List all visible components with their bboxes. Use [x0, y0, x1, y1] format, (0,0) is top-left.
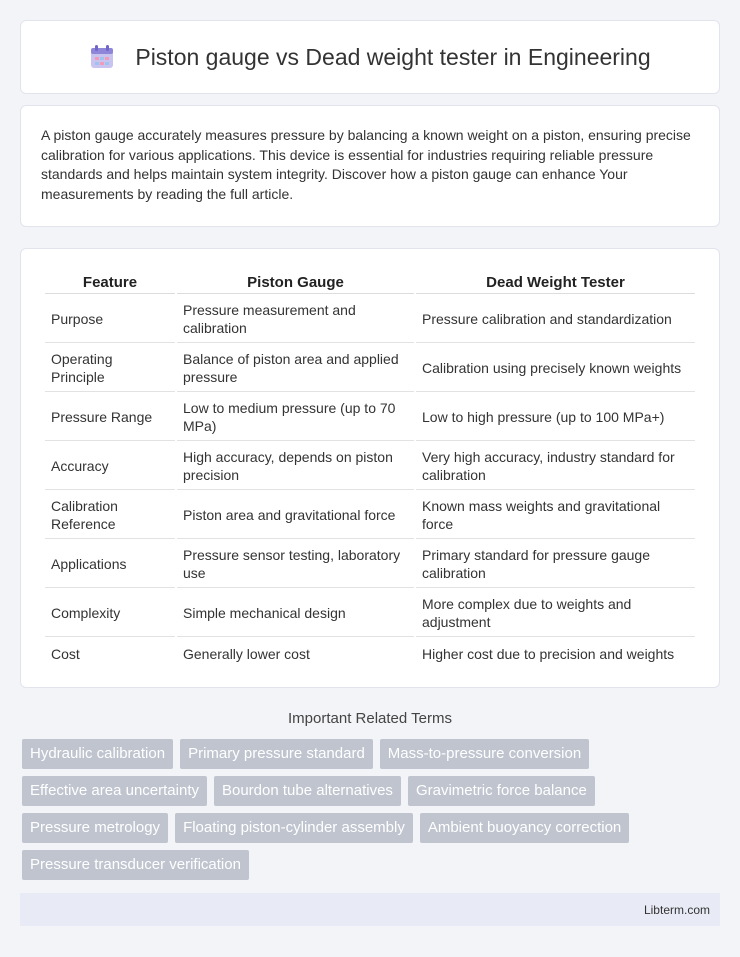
- table-cell: Piston area and gravitational force: [177, 492, 414, 539]
- table-header-row: [45, 271, 695, 294]
- table-cell: Primary standard for pressure gauge calibration: [416, 541, 695, 588]
- table-cell: Low to medium pressure (up to 70 MPa): [177, 394, 414, 441]
- comparison-table: [43, 269, 697, 671]
- table-cell: Cost: [51, 646, 80, 662]
- related-term-tag[interactable]: Ambient buoyancy correction: [420, 813, 629, 843]
- table-cell: More complex due to weights and adjustment: [416, 590, 695, 637]
- intro-section: [20, 105, 720, 227]
- column-header-piston-gauge: Piston Gauge: [177, 271, 414, 294]
- related-term-tag[interactable]: Mass-to-pressure conversion: [380, 739, 589, 769]
- table-cell: Higher cost due to precision and weights: [422, 646, 675, 662]
- table-row: [45, 541, 695, 588]
- table-row: [45, 639, 695, 669]
- column-header-dead-weight-tester: Dead Weight Tester: [416, 271, 695, 294]
- related-term-tag[interactable]: Effective area uncertainty: [22, 776, 207, 806]
- table-cell: Applications: [45, 541, 175, 588]
- related-term-tag[interactable]: Bourdon tube alternatives: [214, 776, 401, 806]
- related-term-tag[interactable]: Pressure metrology: [22, 813, 168, 843]
- table-cell: Very high accuracy, industry standard for calibration: [416, 443, 695, 490]
- related-terms-list: [20, 739, 720, 880]
- related-term-tag[interactable]: Primary pressure standard: [180, 739, 373, 769]
- footer-site-link[interactable]: Libterm.com: [643, 902, 710, 917]
- table-cell: Pressure calibration and standardization: [416, 296, 695, 343]
- related-term-tag[interactable]: Pressure transducer verification: [22, 850, 249, 880]
- table-cell: Complexity: [45, 590, 175, 637]
- table-row: [45, 590, 695, 637]
- header: [20, 20, 720, 94]
- related-term-tag[interactable]: Gravimetric force balance: [408, 776, 595, 806]
- column-header-feature: Feature: [45, 271, 175, 294]
- table-cell: Operating Principle: [45, 345, 175, 392]
- table-row: [45, 492, 695, 539]
- related-term-tag[interactable]: Hydraulic calibration: [22, 739, 173, 769]
- table-cell: Pressure sensor testing, laboratory use: [177, 541, 414, 588]
- table-cell: Balance of piston area and applied pressure: [177, 345, 414, 392]
- related-terms-title: Important Related Terms: [288, 710, 452, 727]
- table-cell: Pressure measurement and calibration: [177, 296, 414, 343]
- table-row: [45, 443, 695, 490]
- intro-text: A piston gauge accurately measures pressure by balancing a known weight on a piston, ensuring precise calibration for various applications. This device is essential for industries requiring reliable pressure standards and helps maintain system integrity. Discover how a piston gauge can enhance Your measurements by reading the full article.: [41, 127, 691, 202]
- related-term-tag[interactable]: Floating piston-cylinder assembly: [175, 813, 413, 843]
- table-cell: Low to high pressure (up to 100 MPa+): [416, 394, 695, 441]
- table-cell: Simple mechanical design: [177, 590, 414, 637]
- footer: [20, 893, 720, 926]
- table-row: [45, 394, 695, 441]
- table-cell: Calibration using precisely known weights: [416, 345, 695, 392]
- table-cell: Purpose: [45, 296, 175, 343]
- comparison-table-card: [20, 248, 720, 688]
- table-cell: Known mass weights and gravitational force: [416, 492, 695, 539]
- calendar-icon: [89, 44, 115, 70]
- table-cell: Accuracy: [45, 443, 175, 490]
- table-row: [45, 345, 695, 392]
- table-cell: Generally lower cost: [183, 646, 310, 662]
- table-row: [45, 296, 695, 343]
- table-cell: Calibration Reference: [45, 492, 175, 539]
- table-cell: Pressure Range: [45, 394, 175, 441]
- page-title: Piston gauge vs Dead weight tester in Engineering: [135, 43, 651, 70]
- table-cell: High accuracy, depends on piston precision: [177, 443, 414, 490]
